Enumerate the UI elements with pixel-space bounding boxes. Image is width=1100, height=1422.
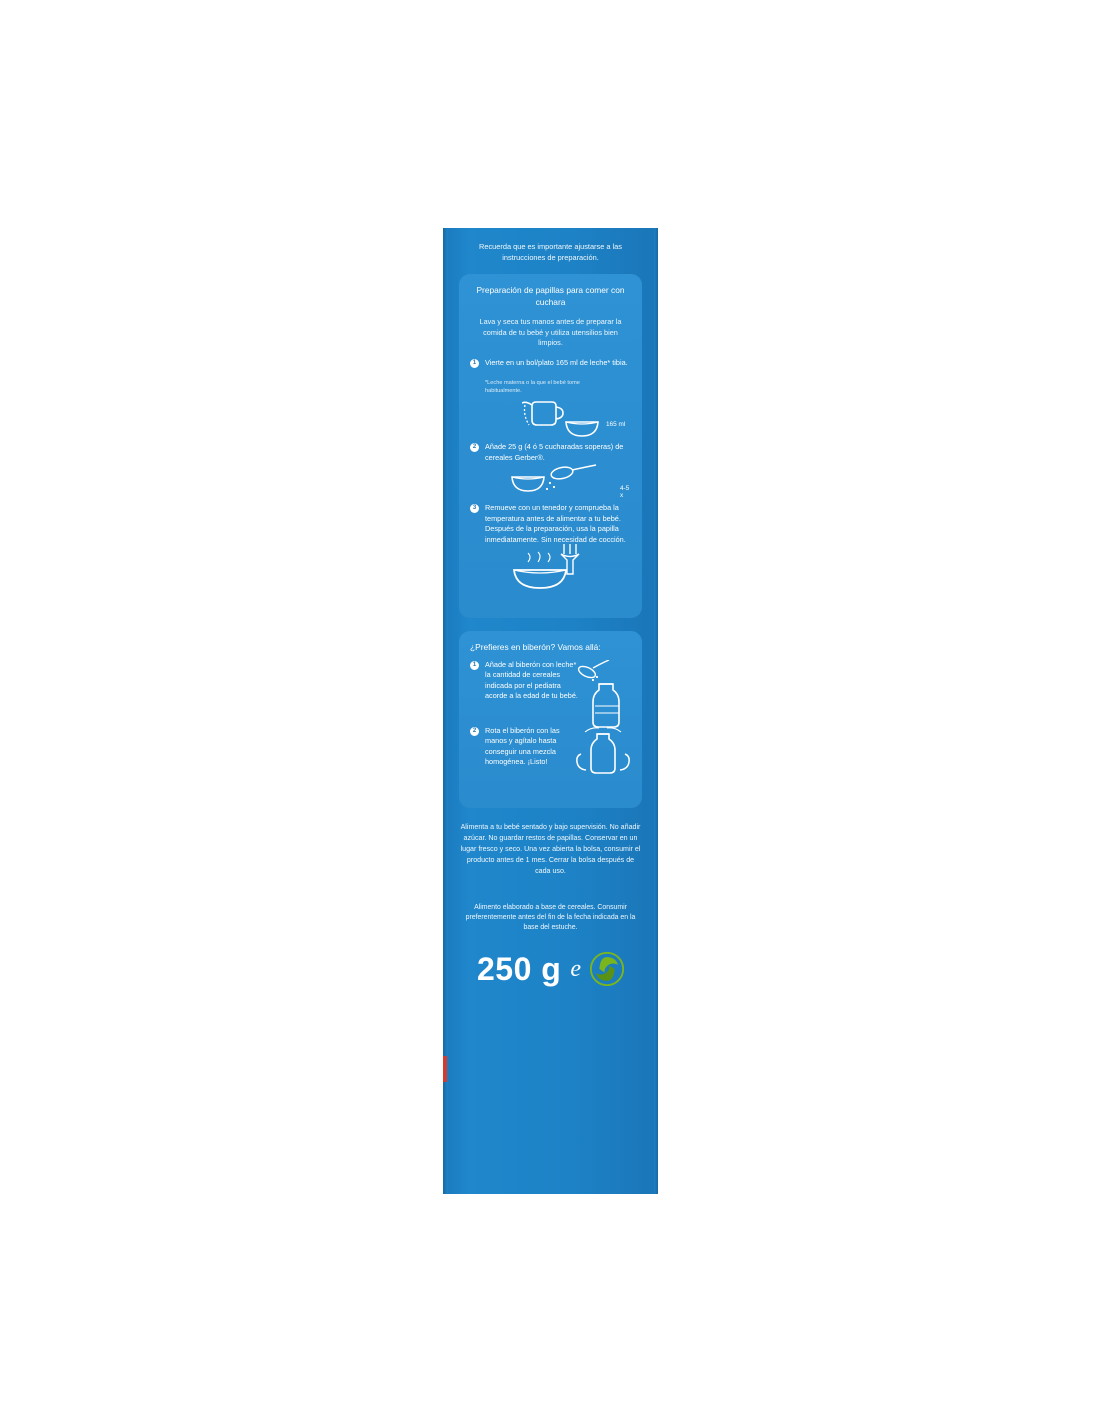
net-weight-row <box>459 952 642 986</box>
step-number-badge: 3 <box>470 504 479 513</box>
product-package-side-panel <box>443 228 658 1194</box>
step-number-badge: 2 <box>470 443 479 452</box>
bottle-preparation-panel <box>459 631 642 808</box>
estimated-sign: e <box>570 955 581 982</box>
spoon-preparation-panel <box>459 274 642 617</box>
jug-and-bowl-icon <box>522 392 642 444</box>
bottle-section-title: ¿Prefieres en biberón? Vamos allá: <box>470 641 601 652</box>
step-number-badge: 2 <box>470 727 479 736</box>
spoon-step-3 <box>470 503 631 545</box>
bottle-pour-icon <box>573 660 633 730</box>
net-weight: 250 g <box>477 950 562 987</box>
spoon-step-1 <box>470 358 631 374</box>
registration-mark <box>443 1056 447 1082</box>
spoon-count-label: 4-5 x <box>620 485 630 500</box>
package-content <box>443 228 658 986</box>
pour-milk-illustration <box>470 390 631 442</box>
milk-measure-label: 165 ml <box>606 421 626 429</box>
stir-illustration <box>470 546 631 604</box>
spoon-section-title: Preparación de papillas para comer con cuchara <box>476 285 625 308</box>
spoon-section-lead: Lava y seca tus manos antes de preparar la comida de tu bebé y utiliza utensilios bien limpios. <box>479 316 622 348</box>
legal-text: Alimento elaborado a base de cereales. Consumir preferentemente antes del fin de la fecha indicada en la base del estuche. <box>465 903 636 932</box>
step-text: Remueve con un tenedor y comprueba la temperatura antes de alimentar a tu bebé. Después de la preparación, usa la papilla inmediatamente. Sin necesidad de cocción. <box>485 503 626 544</box>
usage-advice-text: Alimenta a tu bebé sentado y bajo supervisión. No añadir azúcar. No guardar restos de papillas. Conservar en un lugar fresco y seco. Una vez abierta la bolsa, consumir el producto antes de 1 mes. Cerrar la bolsa después de cada uso. <box>460 822 641 875</box>
step-number-badge: 1 <box>470 661 479 670</box>
milk-footnote: *Leche materna o la que el bebé tome habitualmente. <box>485 380 580 395</box>
intro-text: Recuerda que es importante ajustarse a las instrucciones de preparación. <box>479 242 622 263</box>
step-text: Añade al biberón con leche* la cantidad de cereales indicada por el pediatra acorde a la edad de tu bebé. <box>485 659 578 701</box>
green-dot-recycle-icon <box>590 952 624 986</box>
step-text: Añade 25 g (4 ó 5 cucharadas soperas) de cereales Gerber®. <box>485 442 624 462</box>
step-text: Rota el biberón con las manos y agítalo hasta conseguir una mezcla homogénea. ¡Listo! <box>485 725 560 767</box>
step-number-badge: 1 <box>470 359 479 368</box>
bowl-and-spoon-icon <box>506 463 636 505</box>
add-cereal-illustration <box>470 463 631 503</box>
shake-bottle-hands-icon <box>573 726 633 790</box>
bowl-fork-stir-icon <box>504 542 644 598</box>
bottle-step-2 <box>470 726 631 784</box>
bottle-step-1 <box>470 660 631 718</box>
step-text: Vierte en un bol/plato 165 ml de leche* tibia. <box>485 358 628 368</box>
spoon-step-2 <box>470 442 631 463</box>
